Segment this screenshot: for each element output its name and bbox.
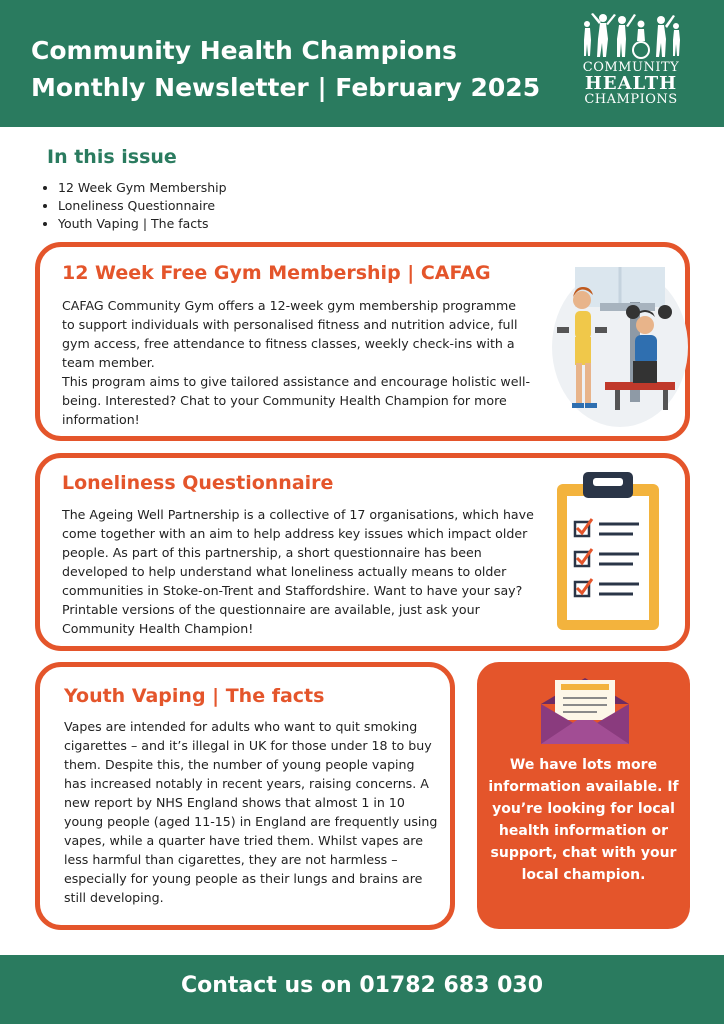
loneliness-card-body: The Ageing Well Partnership is a collective of 17 organisations, which have come together with an aim to help address key issues which impact older people. As part of this partnership, a short questionnaire has been developed to help understand what loneliness actually means to older communities in Stoke-on-Trent and Staffordshire. Want to have your say? Printable versions of the questionnaire are available, just ask your Community Health Champion! [62, 507, 534, 636]
more-information-text: We have lots more information available. If you’re looking for local health information or support, chat with your local champion. [488, 757, 679, 883]
issue-item-vaping: • Youth Vaping | The facts [58, 215, 227, 233]
community-health-champions-logo [575, 10, 687, 115]
clipboard-checklist-icon [553, 472, 663, 632]
newsletter-title [31, 32, 540, 106]
youth-vaping-card [35, 662, 455, 930]
logo-wordmark [575, 60, 687, 108]
vaping-card-body: Vapes are intended for adults who want to quit smoking cigarettes – and it’s illegal in UK for those under 18 to buy them. Despite this, the number of young people vaping has increased notably in recent years, raising concerns. A new report by NHS England shows that almost 1 in 10 young people (aged 11-15) in England are frequently using vapes, while a quarter have tried them. Whilst vapes are less harmful than cigarettes, they are not harmless – especially for young people as their lungs and brains are still developing. [64, 719, 438, 905]
gym-paragraph-1: CAFAG Community Gym offers a 12-week gym membership programme to support individuals with personalised fitness and nutrition advice, full gym access, free attendance to fitness classes, weekly check-ins with a team member. [62, 298, 518, 370]
contact-phone-text: Contact us on 01782 683 030 [180, 973, 544, 998]
logo-line-3: CHAMPIONS [584, 92, 678, 107]
gym-card-title: 12 Week Free Gym Membership | CAFAG [62, 262, 491, 284]
gym-paragraph-2: This program aims to give tailored assistance and encourage holistic well-being. Interested? Chat to your Community Health Champion for more information! [62, 374, 530, 427]
issue-item-loneliness: • Loneliness Questionnaire [58, 197, 227, 215]
issue-item-gym: • 12 Week Gym Membership [58, 179, 227, 197]
footer-banner [0, 955, 724, 1024]
more-information-box [477, 662, 690, 929]
vaping-card-title: Youth Vaping | The facts [64, 685, 325, 707]
title-line-2: Monthly Newsletter | February 2025 [31, 73, 541, 102]
loneliness-card-title: Loneliness Questionnaire [62, 472, 334, 494]
header-banner [0, 0, 724, 127]
envelope-icon [537, 674, 633, 746]
loneliness-card [35, 453, 690, 651]
gym-illustration-icon [545, 257, 690, 432]
issue-list [42, 179, 227, 233]
gym-membership-card [35, 242, 690, 441]
title-line-1: Community Health Champions [31, 36, 457, 65]
people-silhouettes-icon [575, 10, 687, 60]
logo-line-2: HEALTH [584, 73, 678, 94]
gym-card-body [62, 296, 532, 429]
in-this-issue-heading: In this issue [47, 146, 177, 168]
logo-line-1: COMMUNITY [582, 60, 680, 75]
